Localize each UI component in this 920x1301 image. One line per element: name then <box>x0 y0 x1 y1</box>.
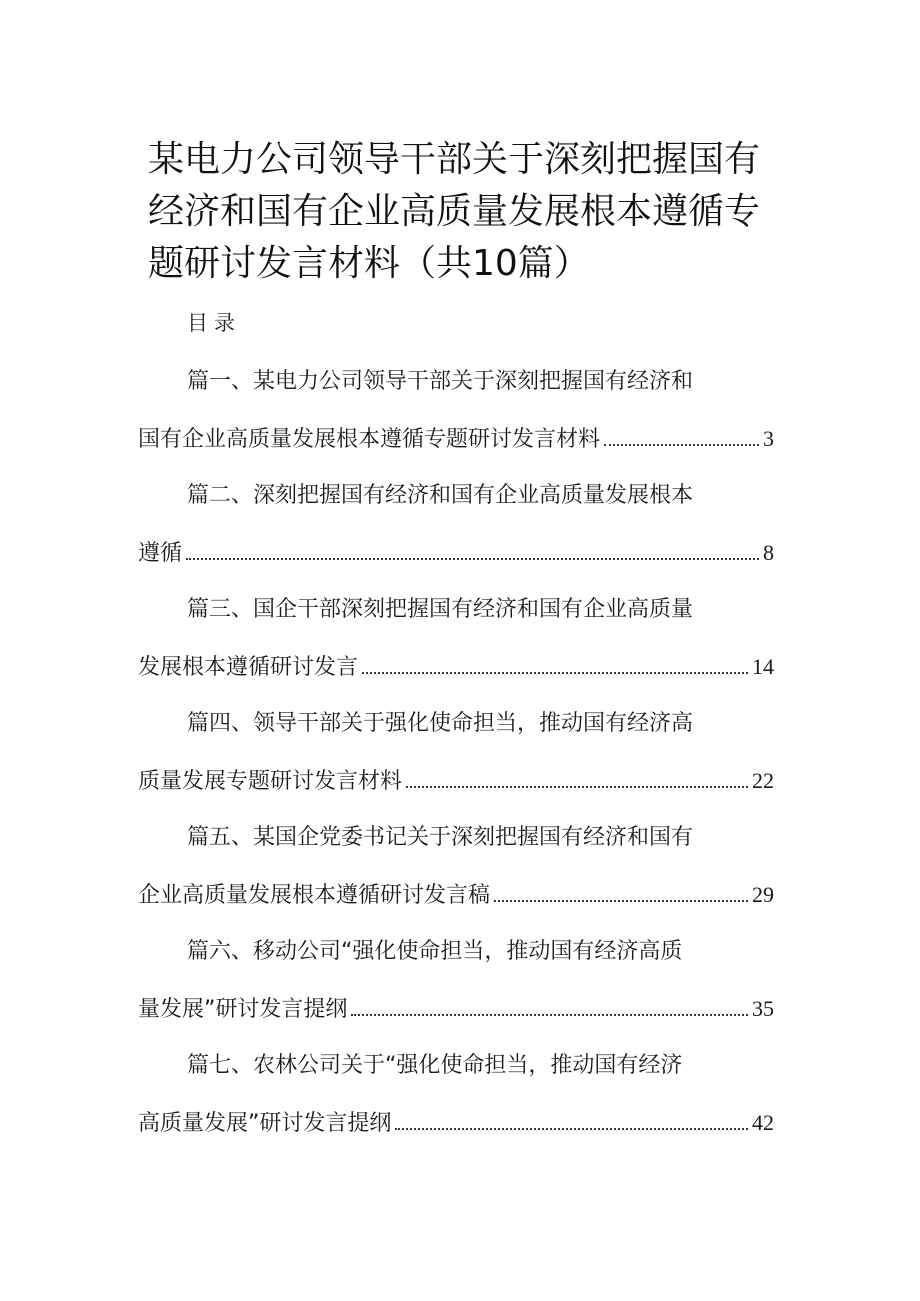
toc-page-number: 22 <box>752 768 774 793</box>
toc-entry-1[interactable] <box>138 356 774 470</box>
toc-heading: 目录 <box>187 311 241 335</box>
toc-entry-3[interactable] <box>138 584 774 698</box>
toc-entry-title: 篇二、深刻把握国有经济和国有企业高质量发展根本 <box>187 483 694 508</box>
toc-entry-continuation <box>138 761 774 802</box>
dot-leader <box>494 899 748 902</box>
dot-leader <box>604 443 759 446</box>
toc-entry-title: 篇七、农林公司关于“强化使命担当，推动国有经济 <box>187 1053 683 1078</box>
dot-leader <box>406 785 748 788</box>
toc-entry-title: 篇四、领导干部关于强化使命担当，推动国有经济高 <box>187 711 694 736</box>
dot-leader <box>351 1013 748 1016</box>
toc-entry-title: 篇三、国企干部深刻把握国有经济和国有企业高质量 <box>187 597 694 622</box>
dot-leader <box>186 557 759 560</box>
toc-page-number: 42 <box>752 1110 774 1135</box>
document-title: 某电力公司领导干部关于深刻把握国有经济和国有企业高质量发展根本遵循专题研讨发言材料（共10篇） <box>148 139 761 284</box>
toc-entry-4[interactable] <box>138 698 774 812</box>
toc-page-number: 14 <box>752 654 774 679</box>
toc-entry-2[interactable] <box>138 470 774 584</box>
table-of-contents <box>138 356 774 1154</box>
toc-page-number: 35 <box>752 996 774 1021</box>
toc-page-number: 29 <box>752 882 774 907</box>
toc-entry-continuation <box>138 419 774 460</box>
toc-entry-title-cont: 量发展”研讨发言提纲 <box>138 997 348 1022</box>
toc-entry-title: 篇六、移动公司“强化使命担当，推动国有经济高质 <box>187 939 683 964</box>
toc-entry-continuation <box>138 1103 774 1144</box>
toc-entry-7[interactable] <box>138 1040 774 1154</box>
toc-page-number: 8 <box>763 540 774 565</box>
toc-entry-title-cont: 质量发展专题研讨发言材料 <box>138 769 403 794</box>
toc-entry-title-cont: 国有企业高质量发展根本遵循专题研讨发言材料 <box>138 427 601 452</box>
toc-entry-continuation <box>138 533 774 574</box>
dot-leader <box>395 1127 748 1130</box>
toc-entry-continuation <box>138 989 774 1030</box>
toc-entry-title-cont: 企业高质量发展根本遵循研讨发言稿 <box>138 883 491 908</box>
toc-entry-continuation <box>138 875 774 916</box>
toc-entry-6[interactable] <box>138 926 774 1040</box>
toc-page-number: 3 <box>763 426 774 451</box>
toc-entry-5[interactable] <box>138 812 774 926</box>
toc-entry-continuation <box>138 647 774 688</box>
toc-entry-title-cont: 发展根本遵循研讨发言 <box>138 655 359 680</box>
toc-entry-title: 篇五、某国企党委书记关于深刻把握国有经济和国有 <box>187 825 694 850</box>
toc-entry-title-cont: 高质量发展”研讨发言提纲 <box>138 1111 392 1136</box>
dot-leader <box>362 671 748 674</box>
toc-entry-title: 篇一、某电力公司领导干部关于深刻把握国有经济和 <box>187 369 694 394</box>
toc-entry-title-cont: 遵循 <box>138 541 183 566</box>
